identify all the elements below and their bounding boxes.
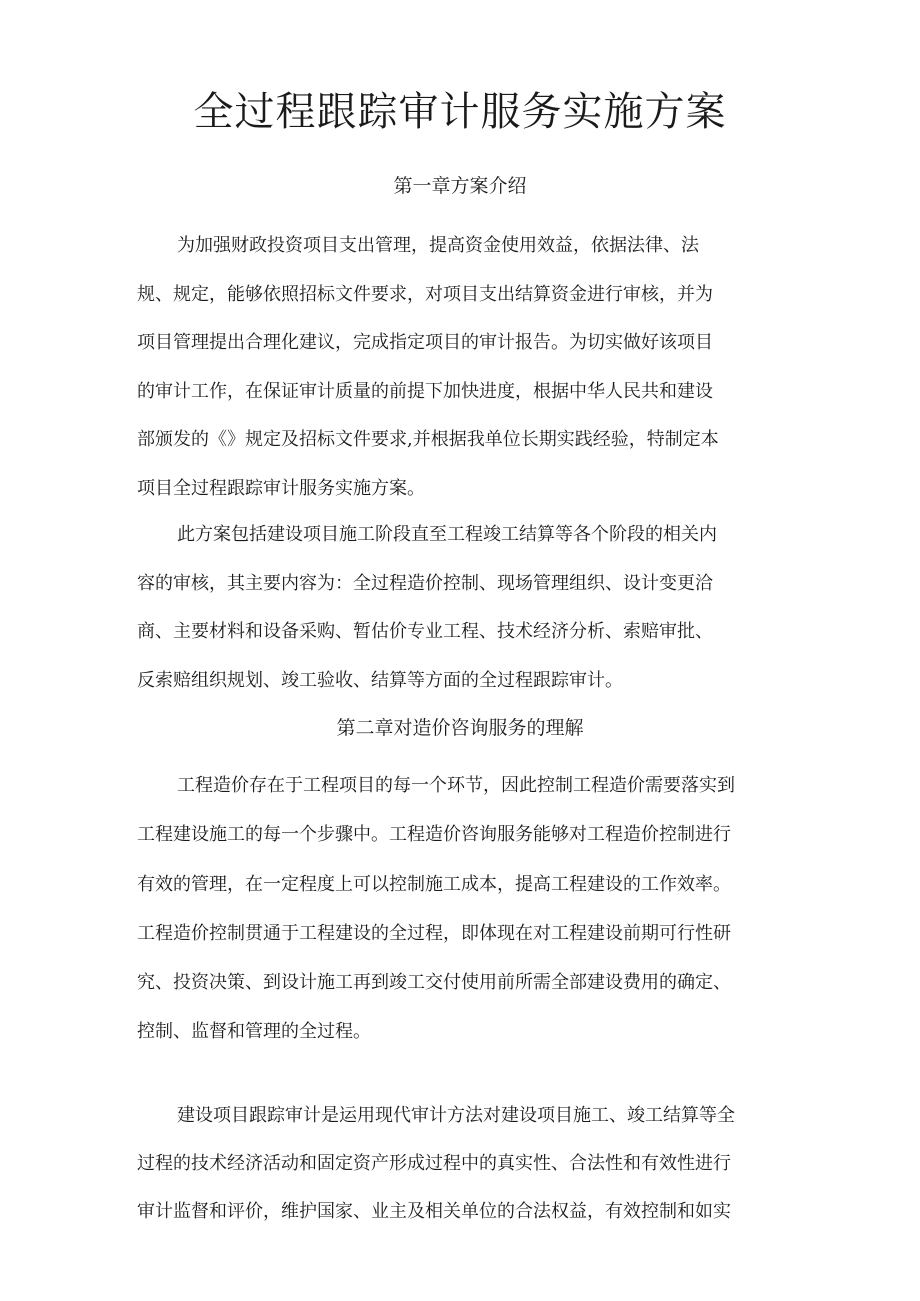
text-line: 工程造价控制贯通于工程建设的全过程，即体现在对工程建设前期可行性研 bbox=[137, 922, 731, 944]
text-line: 此方案包括建设项目施工阶段直至工程竣工结算等各个阶段的相关内 bbox=[177, 524, 717, 545]
text-line: 项目管理提出合理化建议，完成指定项目的审计报告。为切实做好该项目 bbox=[137, 332, 713, 353]
text-line: 过程的技术经济活动和固定资产形成过程中的真实性、合法性和有效性进行 bbox=[137, 1153, 731, 1174]
chapter2-paragraph2 bbox=[137, 1092, 735, 1236]
text-line: 部颁发的《》规定及招标文件要求,并根据我单位长期实践经验，特制定本 bbox=[137, 429, 719, 450]
chapter2-heading: 第二章对造价咨询服务的理解 bbox=[336, 717, 584, 739]
text-line: 工程建设施工的每一个步骤中。工程造价咨询服务能够对工程造价控制进行 bbox=[137, 824, 731, 846]
text-line: 容的审核，其主要内容为：全过程造价控制、现场管理组织、设计变更洽 bbox=[137, 572, 713, 594]
chapter1-paragraph1 bbox=[137, 222, 719, 513]
text-line: 究、投资决策、到设计施工再到竣工交付使用前所需全部建设费用的确定、 bbox=[137, 972, 731, 994]
text-line: 建设项目跟踪审计是运用现代审计方法对建设项目施工、竣工结算等全 bbox=[177, 1105, 735, 1126]
text-line: 反索赔组织规划、竣工验收、结算等方面的全过程跟踪审计。 bbox=[137, 669, 623, 691]
text-line: 规、规定，能够依照招标文件要求，对项目支出结算资金进行审核，并为 bbox=[137, 283, 713, 305]
chapter1-paragraph2 bbox=[137, 511, 717, 705]
document-title: 全过程跟踪审计服务实施方案 bbox=[193, 89, 727, 135]
chapter1-heading: 第一章方案介绍 bbox=[393, 175, 527, 197]
text-line: 审计监督和评价，维护国家、业主及相关单位的合法权益，有效控制和如实 bbox=[137, 1201, 731, 1222]
text-line: 项目全过程跟踪审计服务实施方案。 bbox=[137, 477, 425, 499]
text-line: 商、主要材料和设备采购、暂估价专业工程、技术经济分析、索赔审批、 bbox=[137, 621, 713, 642]
text-line: 为加强财政投资项目支出管理，提高资金使用效益，依据法律、法 bbox=[177, 235, 699, 256]
chapter2-paragraph1 bbox=[137, 761, 735, 1057]
text-line: 有效的管理，在一定程度上可以控制施工成本，提高工程建设的工作效率。 bbox=[137, 873, 731, 895]
text-line: 的审计工作，在保证审计质量的前提下加快进度，根据中华人民共和建设 bbox=[137, 380, 713, 402]
text-line: 控制、监督和管理的全过程。 bbox=[137, 1021, 371, 1043]
text-line: 工程造价存在于工程项目的每一个环节，因此控制工程造价需要落实到 bbox=[177, 775, 735, 796]
